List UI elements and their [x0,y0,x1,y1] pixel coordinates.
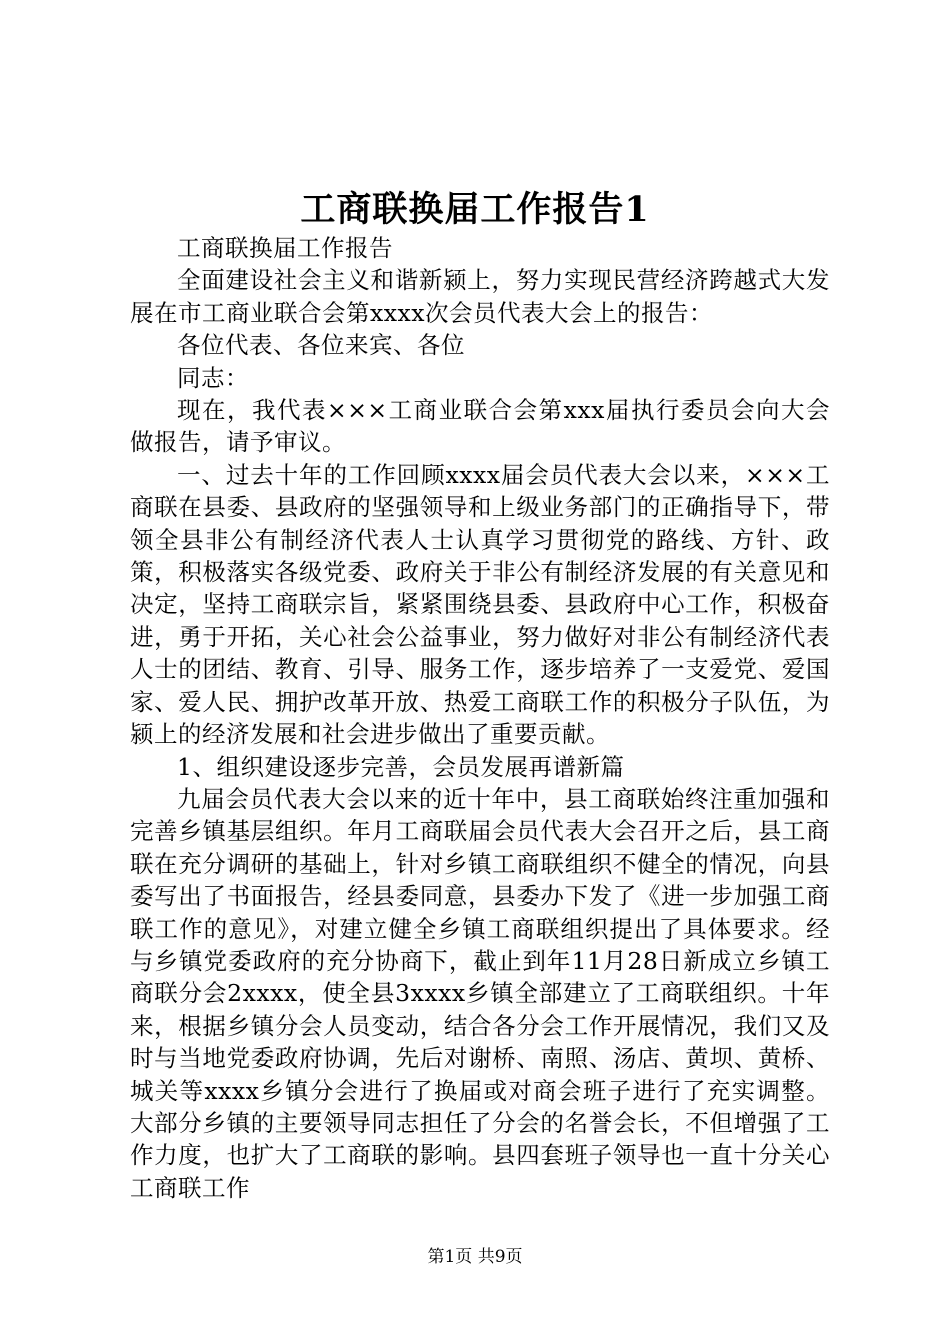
paragraph-report-name: 工商联换届工作报告 [177,234,393,262]
paragraph-salutation: 各位代表、各位来宾、各位 [177,331,465,360]
page-footer: 第1页 共9页 [427,1247,523,1267]
paragraph-report-subtitle: 全面建设社会主义和谐新颍上，努力实现民营经济跨越式大发展在市工商业联合会第xxxx次会员代表大会上的报告： [130,266,830,327]
document-body [130,232,830,1204]
paragraph-introduction: 现在，我代表×××工商业联合会第xxx届执行委员会向大会做报告，请予审议。 [130,396,830,457]
document-title: 工商联换届工作报告1 [300,189,650,230]
paragraph-salutation-comrades: 同志： [177,363,249,392]
section-heading-organization: 1、组织建设逐步完善，会员发展再谱新篇 [177,752,625,781]
paragraph-review: 一、过去十年的工作回顾xxxx届会员代表大会以来，×××工商联在县委、县政府的坚强领导和上级业务部门的正确指导下，带领全县非公有制经济代表人士认真学习贯彻党的路线、方针、政策，积极落实各级党委、政府关于非公有制经济发展的有关意见和决定，坚持工商联宗旨，紧紧围绕县委、县政府中心工作，积极奋进，勇于开拓，关心社会公益事业，努力做好对非公有制经济代表人士的团结、教育、引导、服务工作，逐步培养了一支爱党、爱国家、爱人民、拥护改革开放、热爱工商联工作的积极分子队伍，为颍上的经济发展和社会进步做出了重要贡献。 [130,460,830,749]
paragraph-organization: 九届会员代表大会以来的近十年中，县工商联始终注重加强和完善乡镇基层组织。年月工商联届会员代表大会召开之后，县工商联在充分调研的基础上，针对乡镇工商联组织不健全的情况，向县委写出了书面报告，经县委同意，县委办下发了《进一步加强工商联工作的意见》，对建立健全乡镇工商联组织提出了具体要求。经与乡镇党委政府的充分协商下，截止到年11月28日新成立乡镇工商联分会2xxxx，使全县3xxxx乡镇全部建立了工商联组织。十年来，根据乡镇分会人员变动，结合各分会工作开展情况，我们又及时与当地党委政府协调，先后对谢桥、南照、汤店、黄坝、黄桥、城关等xxxx乡镇分会进行了换届或对商会班子进行了充实调整。大部分乡镇的主要领导同志担任了分会的名誉会长，不但增强了工作力度，也扩大了工商联的影响。县四套班子领导也一直十分关心工商联工作 [130,784,830,1202]
